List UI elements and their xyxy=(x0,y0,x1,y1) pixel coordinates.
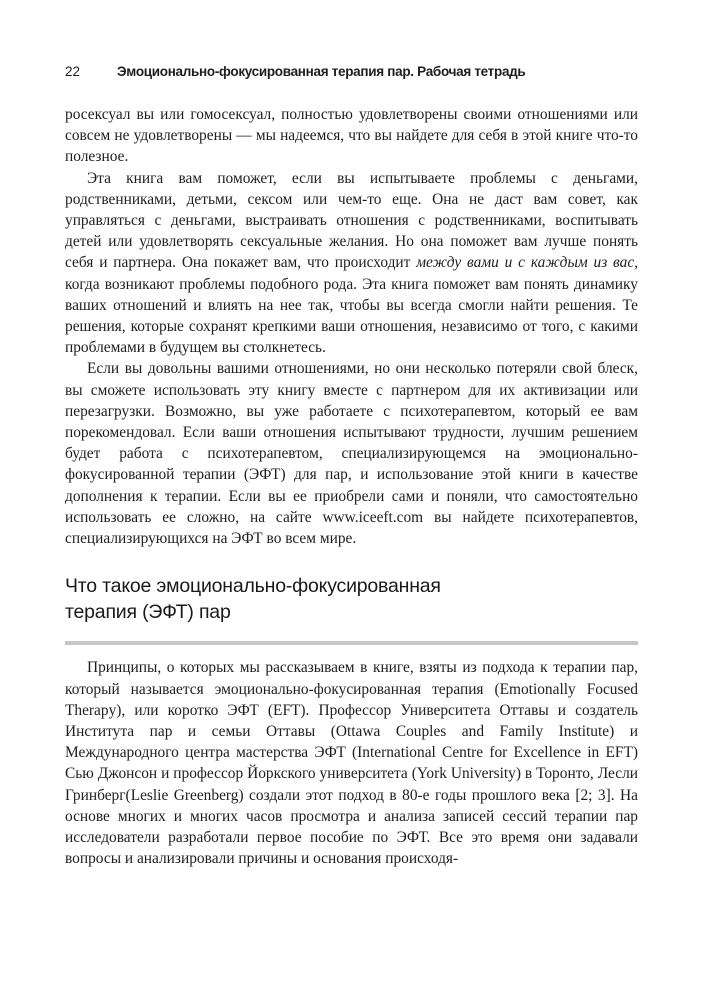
body-text-block-1 xyxy=(65,104,638,549)
section-divider xyxy=(65,641,638,645)
paragraph: Если вы довольны вашими отношениями, но они несколько потеряли свой блеск, вы сможете использовать эту книгу вместе с партнером для их активизации или перезагрузки. Возможно, вы уже работаете с психотерапевтом, который ее вам порекомендовал. Если ваши отношения испытывают трудности, лучшим решением будет работа с психотерапевтом, специализирующемся на эмоционально-фокусированной терапии (ЭФТ) для пар, и использование этой книги в качестве дополнения к терапии. Если вы ее приобрели сами и поняли, что самостоятельно использовать ее сложно, на сайте www.iceeft.com вы найдете психотерапевтов, специализирующихся на ЭФТ во всем мире. xyxy=(65,360,638,548)
paragraph-text: Эта книга вам поможет, если вы испытываете проблемы с деньгами, родственниками, детьми, сексом или чем-то еще. Она не даст вам совет, как управляться с деньгами, выстраивать отношения с родственниками, воспитывать детей или удовлетворять сексуальные желания. Но она поможет вам лучше понять себя и партнера. Она покажет вам, что происходит xyxy=(65,169,638,272)
emphasized-text: между вами и с каждым из вас, xyxy=(416,254,638,272)
paragraph: Принципы, о которых мы рассказываем в книге, взяты из подхода к терапии пар, который называется эмоционально-фокусированная терапия (Emotionally Focused Therapy), или коротко ЭФТ (EFT). Профессор Университета Оттавы и создатель Института пар и семьи Оттавы (Ottawa Couples and Family Institute) и Международного центра мастерства ЭФТ (International Centre for Excellence in EFT) Сью Джонсон и профессор Йоркского университета (York University) в Торонто, Лесли Гринберг(Leslie Greenberg) создали этот подход в 80-е годы прошлого века [2; 3]. На основе многих и многих часов просмотра и анализа записей сессий терапии пар исследователи разработали первое пособие по ЭФТ. Все это время они задавали вопросы и анализировали причины и основания происходя- xyxy=(65,659,638,868)
page-number: 22 xyxy=(65,64,81,79)
paragraph-text: когда возникают проблемы подобного рода. Эта книга поможет вам понять динамику ваших отношений и влиять на нее так, чтобы вы всегда смогли найти решения. Те решения, которые сохранят крепкими ваши отношения, независимо от того, с какими проблемами в будущем вы столкнетесь. xyxy=(65,275,638,357)
body-text-block-2 xyxy=(65,657,638,869)
paragraph xyxy=(65,168,638,359)
section-title xyxy=(65,573,638,625)
section-title-line: Что такое эмоционально-фокусированная xyxy=(65,575,441,598)
paragraph: росексуал вы или гомосексуал, полностью удовлетворены своими отношениями или совсем не удовлетворены — мы надеемся, что вы найдете для себя в этой книге что-то полезное. xyxy=(65,106,638,166)
running-header xyxy=(65,62,638,82)
section-title-line: терапия (ЭФТ) пар xyxy=(65,601,231,624)
book-page xyxy=(65,62,638,869)
running-title: Эмоционально-фокусированная терапия пар. Рабочая тетрадь xyxy=(117,64,526,79)
